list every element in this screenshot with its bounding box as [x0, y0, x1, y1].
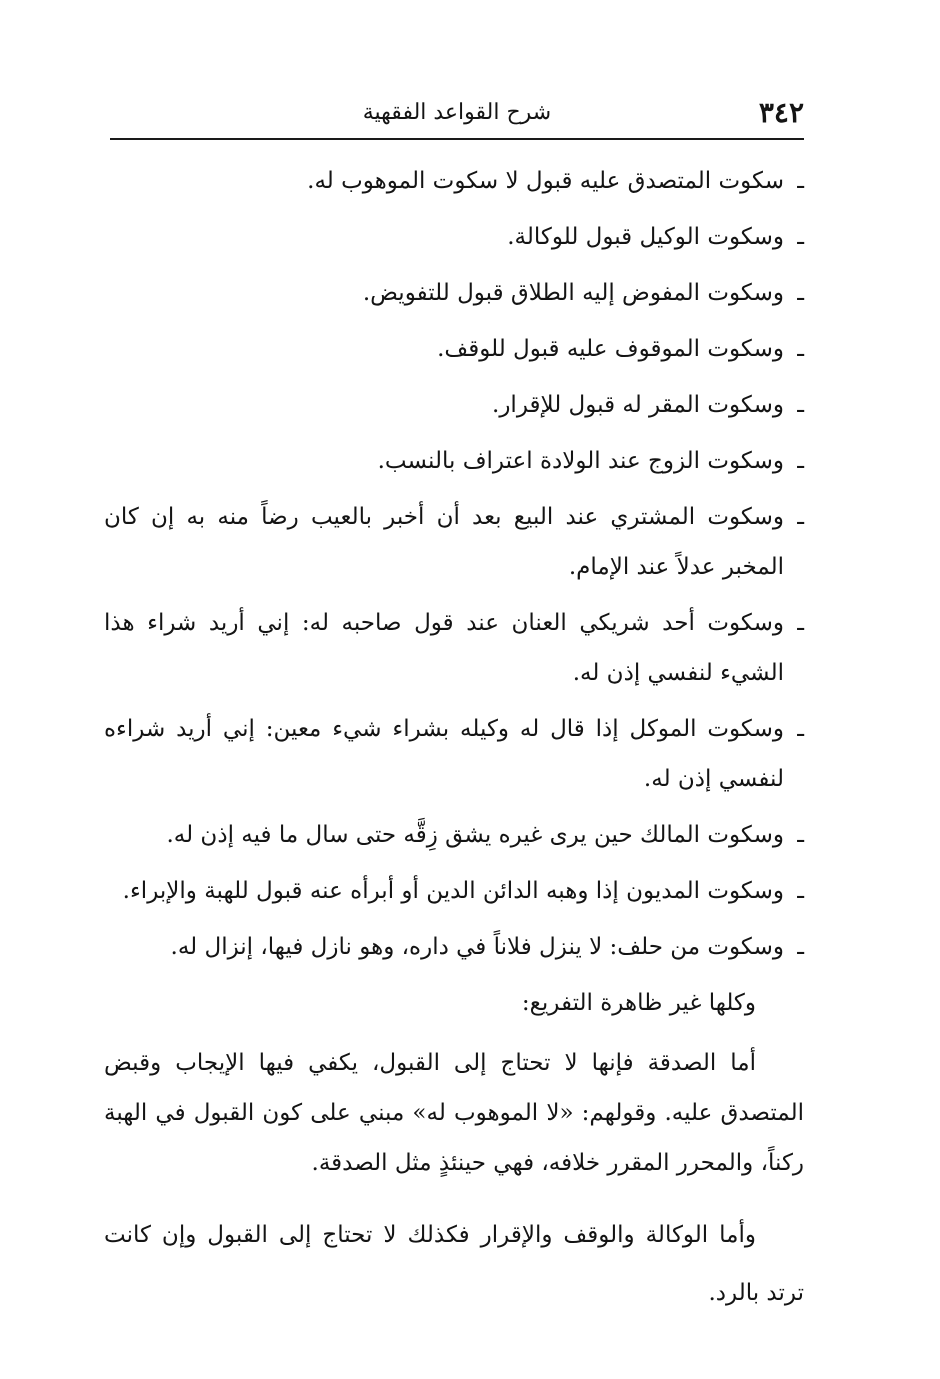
- list-item: [104, 866, 804, 916]
- list-item: [104, 598, 804, 698]
- list-item: [104, 212, 804, 262]
- list-item: [104, 156, 804, 206]
- item-dash: ـ: [797, 504, 804, 530]
- item-dash: ـ: [797, 822, 804, 848]
- item-dash: ـ: [797, 934, 804, 960]
- item-dash: ـ: [797, 610, 804, 636]
- list-item: [104, 922, 804, 972]
- page-body: [104, 156, 804, 1332]
- list-item: [104, 810, 804, 860]
- paragraph-sadaqa: أما الصدقة فإنها لا تحتاج إلى القبول، يكفي فيها الإيجاب وقبض المتصدق عليه. وقولهم: «لا الموهوب له» مبني على كون القبول في الهبة ركناً، والمحرر المقرر خلافه، فهي حينئذٍ مثل الصدقة.: [104, 1050, 804, 1176]
- page-header: [110, 92, 804, 140]
- item-dash: ـ: [797, 224, 804, 250]
- list-item: [104, 380, 804, 430]
- item-text: وسكوت الزوج عند الولادة اعتراف بالنسب.: [377, 448, 784, 474]
- item-dash: ـ: [797, 280, 804, 306]
- list-item: [104, 436, 804, 486]
- item-text: وسكوت الموكل إذا قال له وكيله بشراء شيء معين: إني أريد شراءه لنفسي إذن له.: [104, 716, 784, 792]
- item-dash: ـ: [797, 716, 804, 742]
- item-text: وسكوت المديون إذا وهبه الدائن الدين أو أبرأه عنه قبول للهبة والإبراء.: [122, 878, 784, 904]
- item-dash: ـ: [797, 448, 804, 474]
- item-text: وسكوت المشتري عند البيع بعد أن أخبر بالعيب رضاً منه به إن كان المخبر عدلاً عند الإمام.: [104, 504, 784, 580]
- item-dash: ـ: [797, 168, 804, 194]
- page-number: ٣٤٢: [758, 96, 804, 129]
- paragraph-summary: وكلها غير ظاهرة التفريع:: [521, 990, 756, 1016]
- item-dash: ـ: [797, 336, 804, 362]
- item-text: وسكوت المفوض إليه الطلاق قبول للتفويض.: [362, 280, 784, 306]
- item-text: وسكوت من حلف: لا ينزل فلاناً في داره، وهو نازل فيها، إنزال له.: [170, 934, 784, 960]
- item-text: وسكوت الوكيل قبول للوكالة.: [507, 224, 784, 250]
- item-dash: ـ: [797, 392, 804, 418]
- item-text: وسكوت المقر له قبول للإقرار.: [492, 392, 784, 418]
- list-item: [104, 704, 804, 804]
- list-item: [104, 324, 804, 374]
- item-text: وسكوت الموقوف عليه قبول للوقف.: [437, 336, 784, 362]
- list-item: [104, 268, 804, 318]
- running-title: شرح القواعد الفقهية: [362, 100, 552, 125]
- item-text: وسكوت المالك حين يرى غيره يشق زِقَّه حتى سال ما فيه إذن له.: [166, 822, 784, 848]
- paragraph-wakala: وأما الوكالة والوقف والإقرار فكذلك لا تحتاج إلى القبول وإن كانت ترتد بالرد.: [104, 1222, 804, 1306]
- item-dash: ـ: [797, 878, 804, 904]
- item-text: وسكوت أحد شريكي العنان عند قول صاحبه له: إني أريد شراء هذا الشيء لنفسي إذن له.: [104, 610, 784, 686]
- list-item: [104, 492, 804, 592]
- item-text: سكوت المتصدق عليه قبول لا سكوت الموهوب له.: [307, 168, 784, 194]
